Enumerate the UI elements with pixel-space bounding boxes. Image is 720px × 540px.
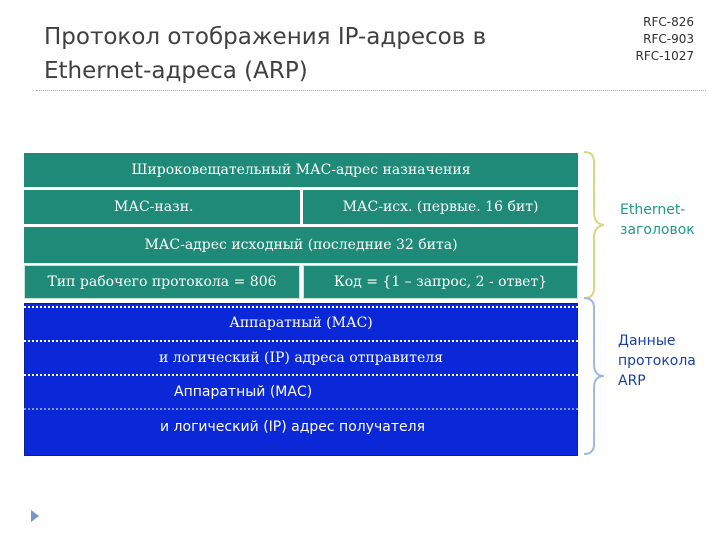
protocol-type-cell: Тип рабочего протокола = 806 — [24, 265, 300, 299]
sender-hw-label: Аппаратный (МАС) — [229, 315, 373, 331]
title-line-2: Ethernet-адреса (ARP) — [44, 58, 308, 84]
frame-row-broadcast-dest — [24, 153, 578, 187]
mac-src-first-cell: МАС-исх. (первые. 16 бит) — [303, 190, 578, 224]
rfc-list — [574, 14, 694, 65]
sender-ip-label: и логический (IP) адреса отправителя — [159, 350, 443, 366]
frame-row-mac-src-last — [24, 227, 578, 263]
opcode-cell: Код = {1 – запрос, 2 - ответ} — [303, 265, 578, 299]
arrow-bullet-icon — [28, 509, 42, 523]
title-separator — [36, 90, 706, 91]
ethernet-header-label — [620, 200, 710, 240]
arp-label-line: протокола — [618, 353, 696, 369]
slide-title — [44, 20, 564, 88]
ethernet-brace-icon — [580, 150, 610, 300]
rfc-item: RFC-826 — [643, 15, 694, 29]
arp-label-line: Данные — [618, 333, 676, 349]
broadcast-dest-cell: Широковещательный МАС-адрес назначения — [24, 153, 578, 187]
ethernet-label-line: заголовок — [620, 222, 695, 238]
frame-row-type-code — [24, 265, 578, 299]
rfc-item: RFC-903 — [643, 32, 694, 46]
target-ip-label: и логический (IP) адрес получателя — [160, 419, 425, 435]
target-hw-label: Аппаратный (МАС) — [174, 384, 313, 400]
frame-row-mac-split — [24, 190, 578, 224]
mac-src-last-cell: МАС-адрес исходный (последние 32 бита) — [24, 227, 578, 263]
arp-data-label — [618, 331, 714, 391]
arp-label-line: ARP — [618, 373, 646, 389]
rfc-item: RFC-1027 — [635, 49, 694, 63]
title-line-1: Протокол отображения IP-адресов в — [44, 24, 487, 50]
mac-dest-cell: МАС-назн. — [24, 190, 300, 224]
arp-data-brace-icon — [580, 296, 610, 456]
ethernet-label-line: Ethernet- — [620, 202, 686, 218]
